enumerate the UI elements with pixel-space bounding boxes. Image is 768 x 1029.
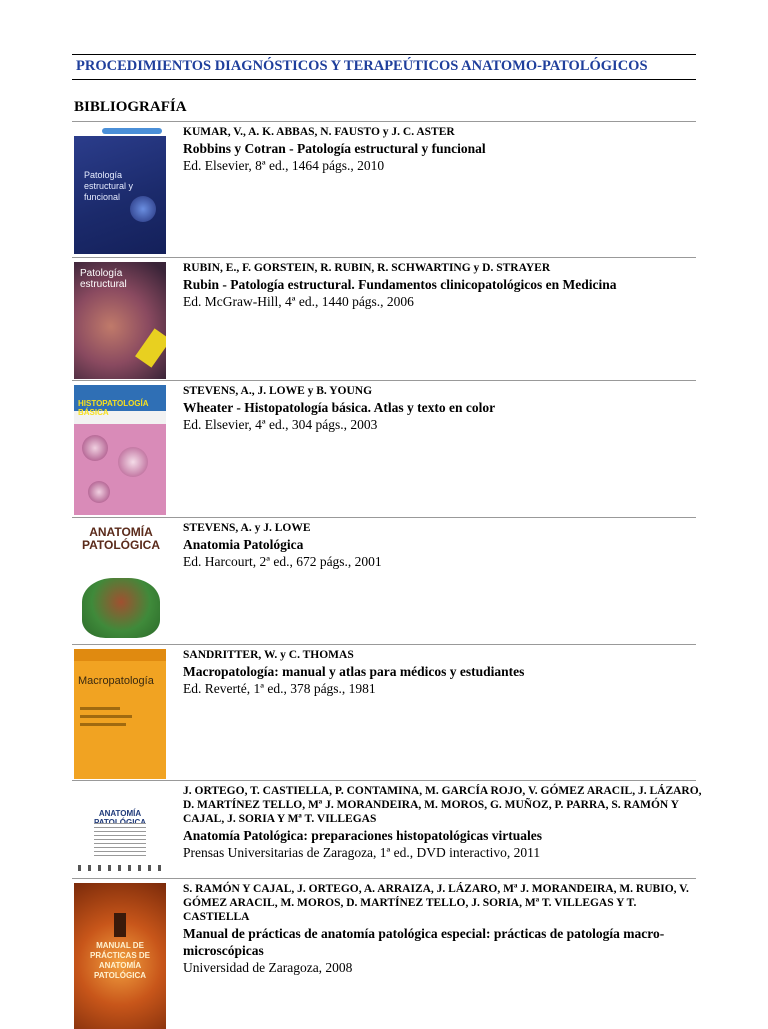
- entry-publication: Prensas Universitarias de Zaragoza, 1ª ed., DVD interactivo, 2011: [183, 845, 541, 860]
- entry-authors: J. ORTEGO, T. CASTIELLA, P. CONTAMINA, M. GARCÍA ROJO, V. GÓMEZ ARACIL, J. LÁZARO, D. MARTÍNEZ TELLO, Mª J. MORANDEIRA, M. MOROS, G. MUÑOZ, P. PARRA, S. RAMÓN Y CAJAL, J. SORIA Y Mª T. VILLEGAS: [183, 785, 702, 825]
- book-cover-image: HISTOPATOLOGÍA BÁSICA: [74, 385, 166, 515]
- bibliography-list: [72, 121, 702, 1028]
- entry-authors: S. RAMÓN Y CAJAL, J. ORTEGO, A. ARRAIZA, J. LÁZARO, Mª J. MORANDEIRA, M. RUBIO, V. GÓMEZ ARACIL, M. MOROS, D. MARTÍNEZ TELLO, J. SORIA, Mª T. VILLEGAS Y T. CASTIELLA: [183, 883, 689, 923]
- entry-title: Robbins y Cotran - Patología estructural y funcional: [183, 141, 486, 156]
- book-cover-image: MANUAL DE PRÁCTICAS DE ANATOMÍA PATOLÓGICA: [74, 883, 166, 1029]
- entry-publication: Ed. Elsevier, 4ª ed., 304 págs., 2003: [183, 417, 378, 432]
- entry-info: [183, 882, 703, 976]
- bibliography-entry: [72, 878, 696, 1028]
- entry-info: [183, 384, 703, 433]
- book-cover-image: Patología estructural: [74, 262, 166, 379]
- entry-info: [183, 261, 703, 310]
- bibliography-entry: [72, 380, 696, 517]
- entry-publication: Ed. Harcourt, 2ª ed., 672 págs., 2001: [183, 554, 382, 569]
- entry-info: [183, 784, 703, 861]
- page-title: PROCEDIMIENTOS DIAGNÓSTICOS Y TERAPEÚTICOS ANATOMO-PATOLÓGICOS: [76, 58, 648, 74]
- book-cover-image: Patología estructural y funcional: [74, 126, 166, 254]
- entry-publication: Ed. McGraw-Hill, 4ª ed., 1440 págs., 2006: [183, 294, 414, 309]
- entry-authors: KUMAR, V., A. K. ABBAS, N. FAUSTO y J. C. ASTER: [183, 126, 455, 138]
- entry-title: Anatomía Patológica: preparaciones histopatológicas virtuales: [183, 828, 542, 843]
- entry-title: Macropatología: manual y atlas para médicos y estudiantes: [183, 664, 525, 679]
- bibliography-entry: [72, 644, 696, 780]
- entry-info: [183, 648, 703, 697]
- bibliography-entry: [72, 121, 696, 257]
- entry-publication: Ed. Elsevier, 8ª ed., 1464 págs., 2010: [183, 158, 385, 173]
- entry-title: Rubin - Patología estructural. Fundamentos clinicopatológicos en Medicina: [183, 277, 617, 292]
- bibliography-entry: [72, 780, 702, 878]
- entry-authors: RUBIN, E., F. GORSTEIN, R. RUBIN, R. SCHWARTING y D. STRAYER: [183, 262, 551, 274]
- entry-authors: SANDRITTER, W. y C. THOMAS: [183, 649, 354, 661]
- entry-publication: Universidad de Zaragoza, 2008: [183, 960, 353, 975]
- bibliography-entry: [72, 517, 696, 644]
- bibliography-entry: [72, 257, 696, 380]
- entry-title: Manual de prácticas de anatomía patológica especial: prácticas de patología macro-microscópicas: [183, 926, 665, 958]
- entry-info: [183, 521, 703, 570]
- book-cover-image: ANATOMÍA PATOLÓGICA: [74, 522, 166, 644]
- book-cover-image: Macropatología: [74, 649, 166, 779]
- section-title: BIBLIOGRAFÍA: [74, 99, 187, 115]
- page-header: [72, 54, 696, 80]
- entry-info: [183, 125, 703, 174]
- entry-publication: Ed. Reverté, 1ª ed., 378 págs., 1981: [183, 681, 376, 696]
- entry-authors: STEVENS, A. y J. LOWE: [183, 522, 311, 534]
- entry-authors: STEVENS, A., J. LOWE y B. YOUNG: [183, 385, 373, 397]
- entry-title: Anatomia Patológica: [183, 537, 304, 552]
- entry-title: Wheater - Histopatología básica. Atlas y texto en color: [183, 400, 496, 415]
- book-cover-image: ANATOMÍA: [74, 785, 166, 875]
